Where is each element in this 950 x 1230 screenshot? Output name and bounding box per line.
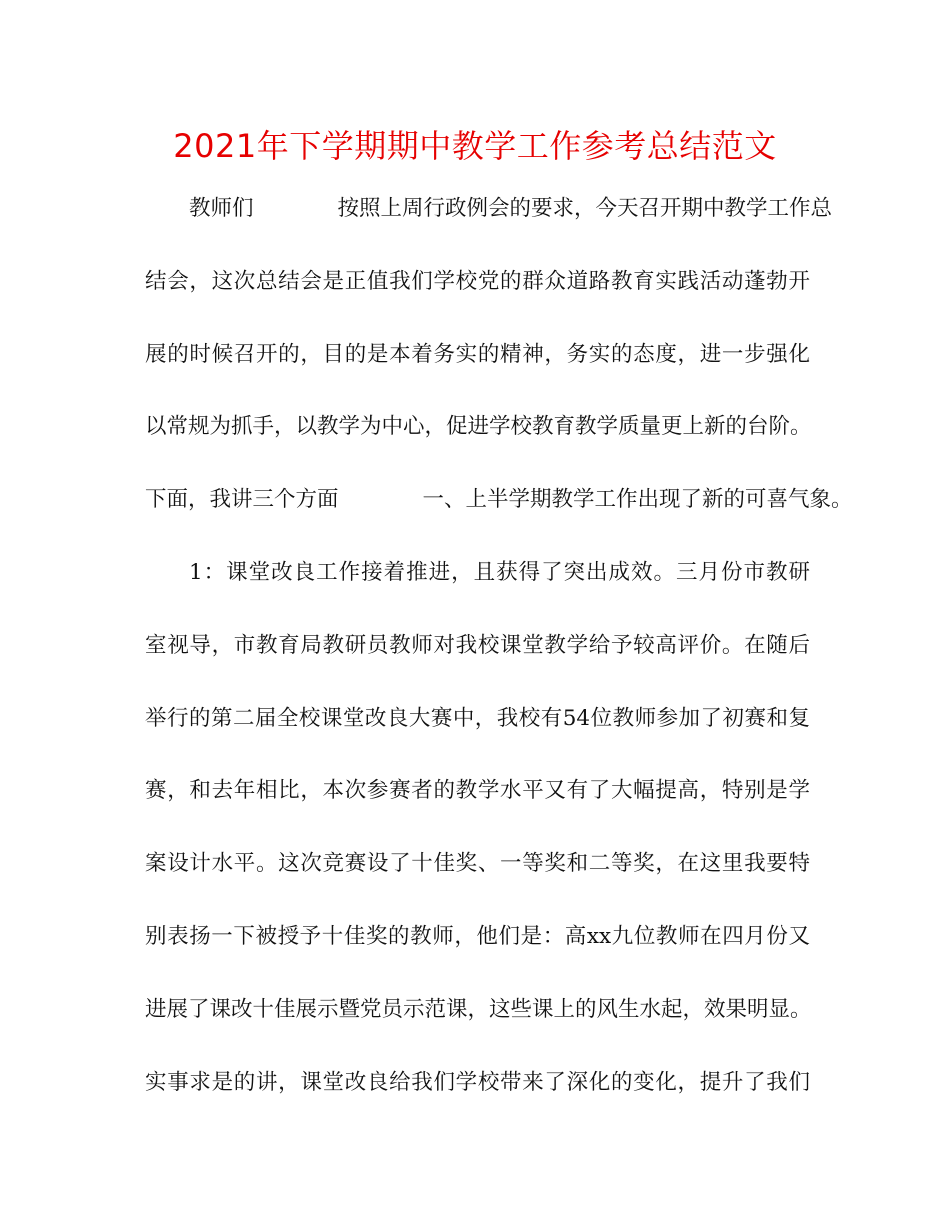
paragraph-line: 举行的第二届全校课堂改良大赛中，我校有54位教师参加了初赛和复 [145, 705, 810, 731]
paragraph-line: 赛，和去年相比，本次参赛者的教学水平又有了大幅提高，特别是学 [145, 778, 810, 804]
document-title: 2021年下学期期中教学工作参考总结范文 [173, 127, 777, 165]
paragraph-line: 以常规为抓手，以教学为中心，促进学校教育教学质量更上新的台阶。 [145, 414, 812, 440]
paragraph-line [145, 173, 833, 246]
paragraph-line [145, 464, 853, 537]
document-body [145, 173, 853, 1119]
paragraph-line: 别表扬一下被授予十佳奖的教师，他们是：高xx九位教师在四月份又 [145, 923, 810, 949]
paragraph-line: 进展了课改十佳展示暨党员示范课，这些课上的风生水起，效果明显。 [145, 996, 812, 1022]
paragraph-line: 实事求是的讲，课堂改良给我们学校带来了深化的变化，提升了我们 [145, 1069, 810, 1095]
paragraph-line: 室视导，市教育局教研员教师对我校课堂教学给予较高评价。在随后 [145, 632, 810, 658]
paragraph-line: 案设计水平。这次竞赛设了十佳奖、一等奖和二等奖，在这里我要特 [145, 851, 810, 877]
line-segment: 一、上半学期教学工作出现了新的可喜气象。 [422, 487, 853, 513]
paragraph-line: 结会，这次总结会是正值我们学校党的群众道路教育实践活动蓬勃开 [145, 268, 810, 294]
paragraph-line: 1：课堂改良工作接着推进，且获得了突出成效。三月份市教研 [189, 559, 810, 585]
paragraph-line: 展的时候召开的，目的是本着务实的精神，务实的态度，进一步强化 [145, 341, 810, 367]
line-segment: 按照上周行政例会的要求，今天召开期中教学工作总 [337, 196, 833, 221]
line-segment: 教师们 [189, 196, 254, 221]
line-segment: 下面，我讲三个方面 [145, 487, 339, 513]
